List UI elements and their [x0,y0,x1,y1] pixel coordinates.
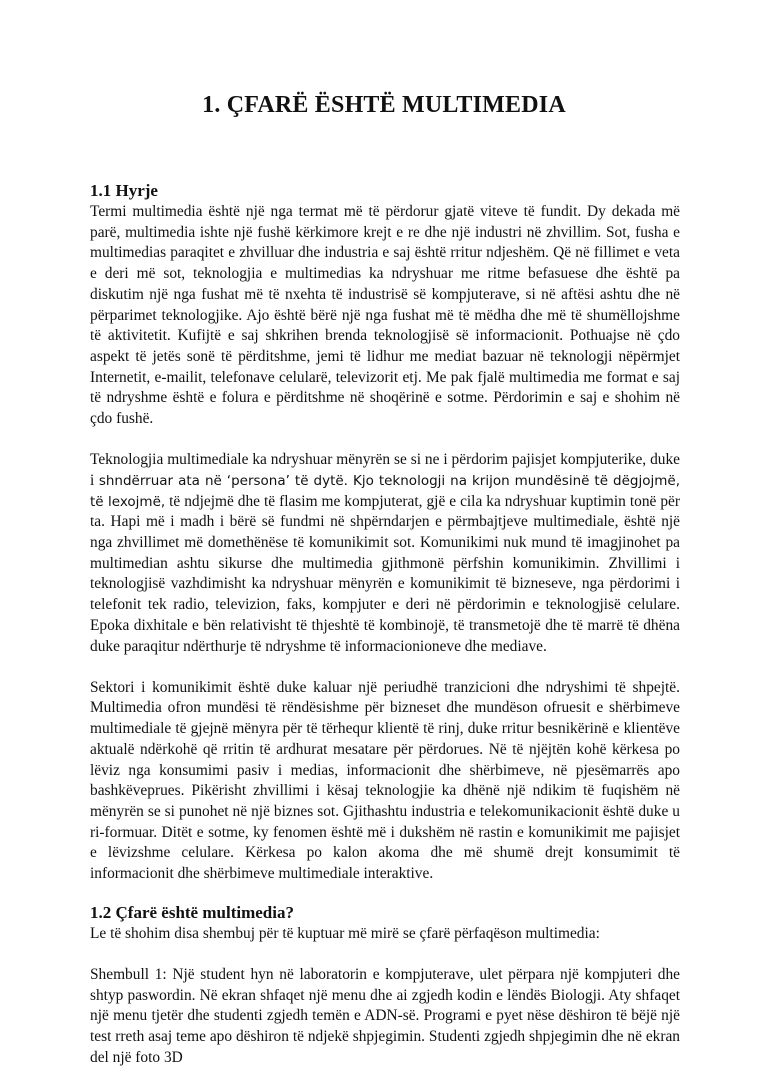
paragraph-examples-intro: Le të shohim disa shembuj për të kuptuar më mirë se çfarë përfaqëson multimedia: [90,924,600,942]
paragraph-gap [90,430,680,451]
paragraph-technology [90,450,680,657]
paragraph-technology-rest: të ndjejmë dhe të flasim me kompjuterat, gjë e cila ka ndryshuar kuptimin tonë për ta. Hapi më i madh i bërë së fundmi në shpërndarjen e përmbajtjeve multimediale, është një nga zhvillimet më domethënëse të komunikimit sot. Komunikimi nuk mund të imagjinohet pa multimedian ashtu sikurse dhe multimedia gjithmonë përfshin komunikimin. Zhvillimi i teknologjisë vazhdimisht ka ndryshuar mënyrën e komunikimit të bizneseve, nga përdorimi i telefonit tek radio, televizion, faks, kompjuter e deri në përdorimin e teknologjisë celulare. Epoka dixhitale e bën relativisht të thjeshtë të kombinojë, të transmetojë dhe të marrë të dhëna duke paraqitur ndërthurje të ndryshme të informacionioneve dhe mediave. [90,492,680,655]
paragraph-gap [90,657,680,678]
paragraph-technology-sans-line: shndërruar ata në ‘persona’ të dytë. Kjo teknologji na krijon mundësinë të dëgjojmë, të lexojmë, [90,472,680,510]
section-heading-hyrje: 1.1 Hyrje [90,181,158,200]
paragraph-intro: Termi multimedia është një nga termat më të përdorur gjatë viteve të fundit. Dy dekada më parë, multimedia ishte një fushë kërkimore krejt e re dhe një industri në zhvillim. Sot, fusha e multimedias paraqitet e zhvilluar dhe industria e saj është rritur ndjeshëm. Që në fillimet e veta e deri më sot, teknologjia e multimedias ka ndryshuar me ritme befasuese dhe është pa diskutim një nga fushat më të nxehta të industrisë së kompjuterave, si në aftësi ashtu dhe në përparimet teknologjike. Ajo është bërë një nga fushat më të mëdha dhe më të shumëllojshme të aktivitetit. Kufijtë e saj shkrihen brenda teknologjisë së informacionit. Pothuajse në çdo aspekt të jetës sonë të përditshme, jemi të lidhur me mediat bazuar në teknologji nëpërmjet Internetit, e-mailit, telefonave celularë, televizorit etj. Me pak fjalë multimedia me format e saj të ndryshme është e folura e përditshme në shoqërinë e sotme. Përdorimin e saj e shohim në çdo fushë. [90,203,680,428]
paragraph-technology-start: Teknologjia multimediale ka ndryshuar mënyrën se si ne i përdorim pajisjet kompjuterike, duke i [90,451,680,489]
section-heading-what-is-multimedia: 1.2 Çfarë është multimedia? [90,902,294,922]
document-body [90,180,680,1069]
paragraph-example-1: Shembull 1: Një student hyn në laboratorin e kompjuterave, ulet përpara një kompjuteri dhe shtyp paswordin. Në ekran shfaqet një menu dhe ai zgjedh kodin e lëndës Biologji. Aty shfaqet një menu tjetër dhe studenti zgjedh temën e ADN-së. Programi e pyet nëse dëshiron të bëjë një test rreth asaj teme apo dëshiron të ndjekë shpjegimin. Studenti zgjedh shpjegimin dhe në ekran del një foto 3D [90,966,680,1066]
paragraph-communication: Sektori i komunikimit është duke kaluar një periudhë tranzicioni dhe ndryshimi të shpejtë. Multimedia ofron mundësi të rëndësishme për bizneset dhe mundëson ofruesit e shërbimeve multimediale të gjejnë mënyra për të tërhequr klientë të rinj, duke rritur besnikërinë e klientëve aktualë ndërkohë që rritin të ardhurat mesatare për përdorues. Në të njëjtën kohë kërkesa po lëviz nga konsumimi pasiv i medias, informacionit dhe shërbimeve, në pjesëmarrës apo bashkëveprues. Pikërisht zhvillimi i kësaj teknologjie ka dhënë një ndikim të fuqishëm në mënyrën se si punohet në një biznes sot. Gjithashtu industria e telekomunikacionit është duke u ri-formuar. Ditët e sotme, ky fenomen është më i dukshëm në rastin e komunikimit me pajisjet e lëvizshme celulare. Kërkesa po kalon akoma dhe më shumë drejt konsumimit të informacionit dhe shërbimeve multimediale interaktive. [90,678,680,883]
paragraph-gap [90,945,680,966]
document-title: 1. ÇFARË ËSHTË MULTIMEDIA [202,92,566,118]
